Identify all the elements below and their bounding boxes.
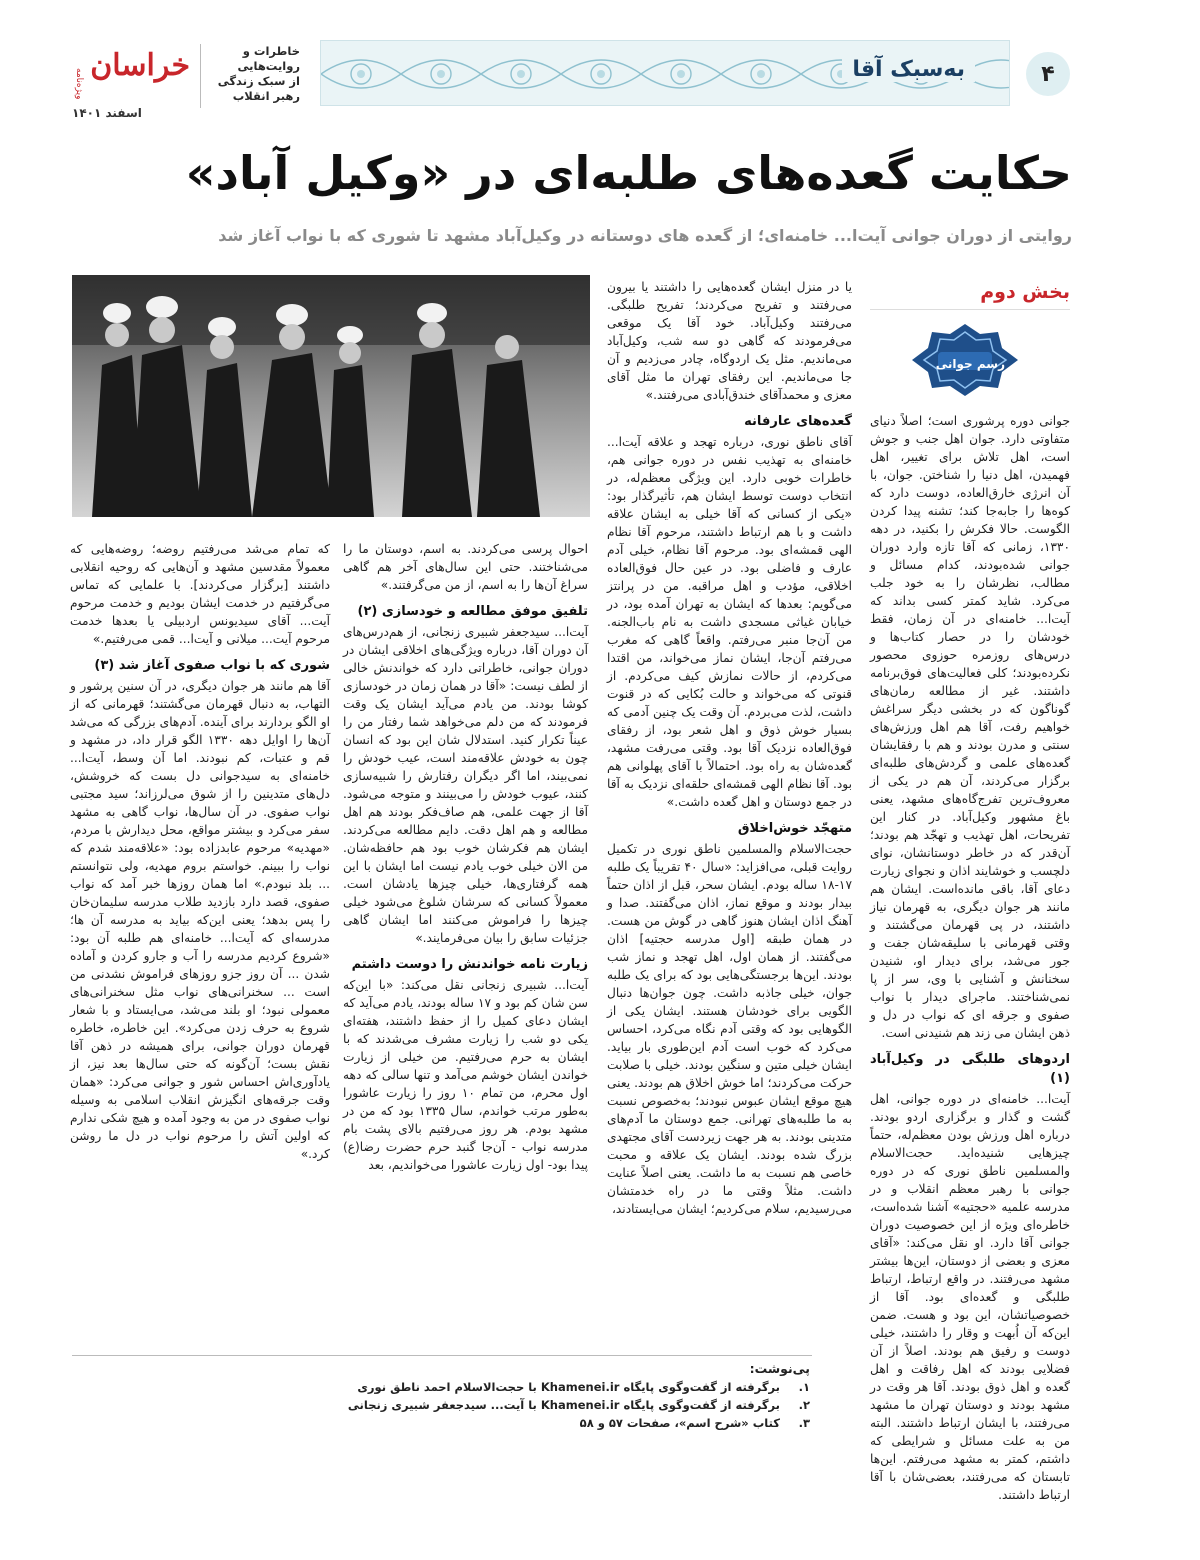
subheading: تلفیق موفق مطالعه و خودسازی (۲) (357, 604, 588, 619)
series-description (210, 44, 300, 104)
footnote-text: کتاب «شرح اسم»، صفحات ۵۷ و ۵۸ (579, 1416, 780, 1430)
badge-label: رسم جوانی (935, 357, 1005, 371)
intro-paragraph: جوانی دوره پرشوری است؛ اصلاً دنیای متفاوتی دارد. جوان اهل جنب و جوش است، اهل تلاش برای تغییر، اهل فهمیدن، اهل دنیا را شناختن. جوان، با آن انرژی خارق‌العاده، دوست دارد که کوه‌ها را جابه‌جا کند؛ تشنه پیدا کردن الگوست. حالا فکرش را بکنید، در دهه ۱۳۳۰، زمانی که آقا تازه وارد دوران جوانی شده‌بودند، کدام مسائل و مطالب، نظرشان را به خود جلب می‌کرد. شاید کمتر کسی بداند که آیت‌ا... خامنه‌ای در آن زمان، فقط خودشان را در حصار کتاب‌ها و درس‌های روزمره حوزوی محصور نکرده‌بودند؛ کلی فعالیت‌های فوق‌برنامه داشتند. غیر از مطالعه رمان‌های گوناگون که در بخشی دیگر سراغش خواهیم رفت، آقا هم اهل ورزش‌های سنتی و مدرن بودند و هم با رفقایشان گعده‌های علمی و گردش‌های طلبه‌ای برگزار می‌کردند، آن هم در یکی از معروف‌ترین تفرج‌گاه‌های مشهد، یعنی باغ مشهور وکیل‌آباد. در کنار این تفریحات، اهل تهذیب و تهجّد هم بودند؛ آن‌قدر که در خاطر دوستانشان، نوای دلچسب و خوشایند اذان و نجوای زیارت دعای آقا، باقی مانده‌است. ایشان هم مانند هر جوان دیگری، به قهرمان نیاز داشتند، در پی قهرمان می‌گشتند و وقتی قهرمانی با سلیقه‌شان جفت و جور می‌شد، برای دیدار او، شنیدن سخنانش و آشنایی با وی، سر از پا نمی‌شناختند. ماجرای دیدار با نواب صفوی و جرقه ای که نواب در دل و ذهن ایشان می زند هم شنیدنی است. (870, 414, 1070, 1040)
article-column-3 (343, 540, 588, 1174)
paragraph: که تمام می‌شد می‌رفتیم روضه؛ روضه‌هایی که معمولاً مقدسین مشهد و آن‌هایی که روحیه انقلابی داشتند [برگزار می‌کردند]. با علمایی که تماس می‌گرفتیم در خدمت ایشان بودیم و خدمت مرحوم آیت... آقای سیدیونس اردبیلی یا بعدها خدمت مرحوم آیت... میلانی و آیت‌ا... قمی می‌رفتیم.» (70, 542, 330, 646)
footnotes-title: پی‌نوشت: (749, 1361, 810, 1376)
page-number: ۴ (1026, 52, 1070, 96)
footnote-separator (72, 1355, 812, 1356)
section-banner (320, 40, 1010, 106)
group-photo-image (72, 275, 590, 517)
article-lead: روایتی از دوران جوانی آیت‌ا... خامنه‌ای؛ از گعده‌ های دوستانه در وکیل‌آباد مشهد تا شوری که با نواب آغاز شد (218, 226, 1072, 245)
description-line: روایت‌هایی (237, 59, 300, 73)
description-line: از سبک زندگی (217, 74, 300, 88)
subheading: شوری که با نواب صفوی آغاز شد (۳) (94, 658, 330, 673)
article-headline: حکایت گعده‌های طلبه‌ای در «وکیل آباد» (185, 146, 1072, 200)
footnote-text: برگرفته از گفت‌وگوی پایگاه Khamenei.ir با حجت‌الاسلام احمد ناطق نوری (357, 1380, 780, 1394)
paragraph: آیت‌ا... سیدجعفر شبیری زنجانی، از هم‌درس‌های آن دوران آقا، درباره ویژگی‌های اخلاقی ایشان در دوران جوانی، خاطراتی دارد که خواندنش خالی از لطف نیست: «آقا در همان زمان در خودسازی کوشا بودند. من یادم می‌آید ایشان یک وقت فرمودند که من دلم می‌خواهد شما رفتار من را عیناً تکرار کنید. استدلال شان این بود که انسان چون به خودش علاقه‌مند است، عیب خودش را نمی‌بیند، اما اگر دیگران رفتارش را شبیه‌سازی کنند، عیوب خودش را می‌بینند و متوجه می‌شود. آقا از جهت علمی، هم صاف‌فکر بودند هم اهل مطالعه و هم اهل دقت. دایم مطالعه می‌کردند. ایشان هم فکرشان خوب بود هم حافظه‌شان. من الان خیلی خوب یادم نیست اما ایشان با این همه گرفتاری‌ها، خیلی چیزها یادشان است. معمولاً کسانی که سرشان شلوغ می‌شود خیلی چیزها را فراموش می‌کنند اما ایشان گاهی جزئیات سابق را بیان می‌فرمایند.» (343, 625, 588, 945)
footnote-number: ۱. (798, 1380, 810, 1394)
paragraph: آیت‌ا... شبیری زنجانی نقل می‌کند: «با این‌که سن شان کم بود و ۱۷ ساله بودند، یادم می‌آید که ایشان دعای کمیل را از حفظ داشتند، هفته‌ای یکی دو شب را زیارت مشرف می‌شدند که با ایشان به حرم می‌رفتیم. من خیلی از زیارت خواندن ایشان خوشم می‌آمد و تنها سالی که دهه اول محرم، من تمام ۱۰ روز را زیارت عاشورا به‌طور مرتب خواندم، سال ۱۳۳۵ بود که من در مشهد بودم. هر روز می‌رفتیم بالای پشت بام مدرسه نواب - آن‌جا گنبد حرم حضرت رضا(ع) پیدا بود- اول زیارت عاشورا می‌خواندیم، بعد (343, 978, 588, 1172)
article-column-4 (70, 540, 330, 1163)
subheading: گعده‌های عارفانه (744, 414, 852, 429)
brand-logo: خراسان (90, 48, 190, 83)
footnote-item (250, 1414, 810, 1432)
paragraph: آقا هم مانند هر جوان دیگری، در آن سنین پرشور و التهاب، به دنبال قهرمان می‌گشتند؛ قهرمانی که از او الگو بردارند برای آینده. آدم‌های بزرگی که می‌شد آن‌ها را اوایل دهه ۱۳۳۰ الگو قرار داد، در مشهد و قم و عتبات، کم نبودند. اما آن وسط، آیت‌ا... خامنه‌ای به سیدجوانی دل بست که خروشش، دل‌های متدینین را از شوق می‌لرزاند؛ سید مجتبی نواب صفوی. در آن سال‌ها، نواب گاهی به مشهد سفر می‌کرد و بیشتر مواقع، محل دیدارش با مردم، «مهدیه» مرحوم عابدزاده بود: «علاقه‌مند شدم که نواب را ببینم. خواستم بروم مهدیه، ولی نتوانستم ... بلد نبودم.» اما همان روزها خبر آمد که نواب صفوی، قصد دارد بازدید طلاب مدرسه سلیمان‌خان را پس بدهد؛ یعنی این‌که بیاید به مدرسه آن ها؛ مدرسه‌ای که آیت‌ا... خامنه‌ای هم طلبه آن بود: «شروع کردیم مدرسه را آب و جارو کردن و آماده شدن ... آن روز جزو روزهای فراموش نشدنی من است ... سخنرانی‌های نواب مثل سخنرانی‌های معمولی نبود؛ او بلند می‌شد، می‌ایستاد و با شعار شروع به حرف زدن می‌کرد». این خاطره، خاطره قهرمان دوران جوانی، برای همیشه در ذهن آقا نقش بست؛ آن‌گونه که حتی سال‌ها بعد نیز، از یادآوری‌اش احساس شور و جوانی می‌کرد: «همان وقت جرقه‌های انگیزش انقلاب اسلامی به وسیله نواب صفوی در من به وجود آمده و هیچ شکی ندارم که اولین آتش را مرحوم نواب در دل ما روشن کرد.» (70, 679, 330, 1161)
footnote-item (250, 1378, 810, 1396)
description-line: خاطرات و (242, 44, 300, 58)
paragraph: آقای ناطق نوری، درباره تهجد و علاقه آیت‌ا... خامنه‌ای به تهذیب نفس در دوره جوانی هم، خاطرات خوبی دارد. این ویژگی معظم‌له، در انتخاب دوست توسط ایشان هم، تأثیرگذار بود: «یکی از کسانی که آقا خیلی به ایشان علاقه داشت و با هم ارتباط داشتند، مرحوم آقا نظام الهی قمشه‌ای بود. مرحوم آقا نظام، خیلی آدم عارف و فاضلی بود. در عین حال فوق‌العاده اخلاقی، مؤدب و اهل مراقبه. من در پرانتز می‌گویم: بعدها که ایشان به تهران آمده بود، در خیابان غیاثی مسجدی داشت به نام باب‌الجنه. من آن‌جا منبر می‌رفتم. واقعاً گاهی که مغرب می‌رفتم آن‌جا، ایشان نماز می‌خواند، من اقتدا می‌کردم، از حالات نمازش کیف می‌کردم. از قنوتی که می‌خواند و حالت بُکایی که در قنوت داشت، لذت می‌بردم. آن وقت یک چنین آدمی که بسیار خوش ذوق و اهل شعر بود، از رفقای فوق‌العاده نزدیک آقا بود. وقتی می‌رفت مشهد، گعده‌شان به راه بود. احتمالاً با آقای پهلوانی هم بود. آقا نظام الهی قمشه‌ای حلقه‌ای نزدیک به آقا در جمع دوستان و اهل گعده داشت.» (607, 435, 852, 809)
brand-subtitle: ویژه‌نامه (74, 68, 84, 100)
paragraph: یا در منزل ایشان گعده‌هایی را داشتند یا بیرون می‌رفتند و تفریح می‌کردند؛ تفریح طلبگی. می‌رفتند وکیل‌آباد. خود آقا یک موقعی می‌فرمودند که گاهی دو سه شب، وکیل‌آباد می‌ماندیم. مثل یک اردوگاه، چادر می‌زدیم و آن جا می‌ماندیم. این رفقای تهران ما مثل آقای معزی و محمدآقای خندق‌آبادی می‌رفتند.» (607, 280, 852, 402)
article-column-2 (607, 278, 852, 1218)
brand-block (70, 48, 190, 120)
paragraph: احوال پرسی می‌کردند. به اسم، دوستان ما را می‌شناختند. حتی این سال‌های آخر هم گاهی سراغ آن‌ها را به اسم، از من می‌گرفتند.» (343, 542, 588, 592)
footnotes (250, 1360, 810, 1432)
header-divider (200, 44, 201, 108)
footnote-text: برگرفته از گفت‌وگوی پایگاه Khamenei.ir با آیت... سیدجعفر شبیری زنجانی (347, 1398, 780, 1412)
paragraph: حجت‌الاسلام والمسلمین ناطق نوری در تکمیل روایت قبلی، می‌افزاید: «سال ۴۰ تقریباً یک طلبه ۱۷-۱۸ ساله بودم. ایشان سحر، قبل از اذان حتماً بیدار بودند و موقع نماز، اذان می‌گفتند. صدا و آهنگ اذان ایشان هنوز گاهی در گوش من هست. در همان طبقه [اول مدرسه حجتیه] اذان می‌گفتند. از همان اول، اهل تهجد و نماز شب بودند. این‌ها برجستگی‌هایی بود که برای یک طلبه جوان، خیلی جاذبه داشت. چون جوان‌ها دنبال الگویی برای خودشان هستند. ایشان یکی از الگوهایی بود که وقتی آدم نگاه می‌کرد، احساس می‌کرد که خوب است آدم این‌طوری بار بیاید. ایشان خیلی متین و سنگین بودند. خیلی با صلابت حرکت می‌کردند؛ اما خوش اخلاق هم بودند. یعنی هیچ موقع ایشان عبوس نبودند؛ به‌خصوص نسبت به ما طلبه‌های تهرانی. جمع دوستان ما آدم‌های متدینی بودند. به هر جهت زیردست آقای مجتهدی بزرگ شده بودند. ایشان یک علاقه و محبت خاصی هم نسبت به ما داشت. یعنی اصلاً عنایت داشت. مثلاً وقتی ما در راه خدمتشان می‌رسیدیم، سلام می‌کردیم؛ ایشان می‌ایستادند، (607, 842, 852, 1216)
subheading: زیارت نامه خواندنش را دوست داشتم (351, 957, 588, 972)
subheading: متهجّد خوش‌اخلاق (737, 821, 852, 836)
footnote-number: ۳. (798, 1416, 810, 1430)
section-label: به‌سبک آقا (842, 57, 975, 82)
article-column-1 (870, 412, 1070, 1504)
paragraph: آیت‌ا... خامنه‌ای در دوره جوانی، اهل گشت و گذار و برگزاری اردو بودند. درباره اهل ورزش بودن معظم‌له، حتماً چیزهایی شنیده‌اید. حجت‌الاسلام والمسلمین ناطق نوری که در دوره جوانی با رهبر معظم انقلاب و در مدرسه علمیه «حجتیه» آشنا شده‌است، خاطره‌ای ویژه از این خصوصیت دوران جوانی آقا دارد. او نقل می‌کند: «آقای معزی و بعضی از دوستان، این‌ها بیشتر مشهد می‌رفتند. در واقع ارتباط، ارتباط طلبگی و گعده‌ای بود. آقا از خصوصیاتشان، این بود و هست. ضمن این‌که آن اُبهت و وقار را داشتند، خیلی دوست و رفیق هم بودند. اصلاً از آن فضلایی بودند که اهل رفاقت و اهل گعده و اهل ذوق بودند. آقا هر وقت در مشهد بودند و دوستان تهران ما مشهد می‌رفتند، با ایشان ارتباط داشتند. البته من به علت مسائل و شرایطی که داشتم، کمتر به مشهد می‌رفتم. این‌ها تابستان که می‌رفتند، بعضی‌شان با آقا ارتباط داشتند. (870, 1092, 1070, 1502)
subheading: اردوهای طلبگی در وکیل‌آباد (۱) (870, 1052, 1070, 1086)
part-title: بخش دوم (870, 281, 1070, 310)
description-line: رهبر انقلاب (232, 89, 300, 103)
historical-group-photo (72, 275, 590, 517)
issue-date: اسفند ۱۴۰۱ (72, 106, 142, 120)
footnote-item (250, 1396, 810, 1414)
footnote-number: ۲. (798, 1398, 810, 1412)
